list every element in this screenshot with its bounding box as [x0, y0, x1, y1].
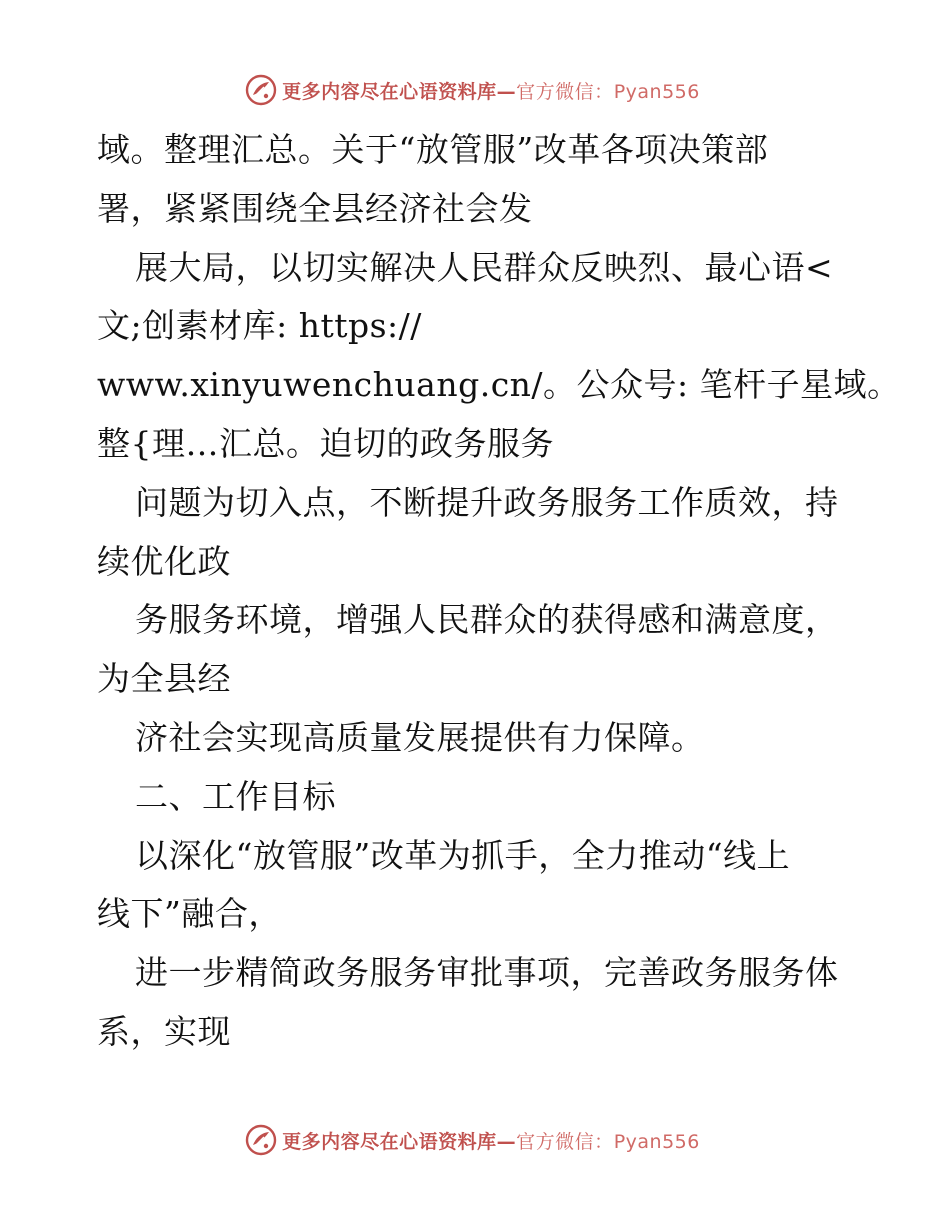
footer-banner-text	[282, 1127, 700, 1154]
footer-banner-inner	[244, 1123, 700, 1157]
document-body	[97, 121, 901, 1062]
body-line: 线下”融合，	[97, 894, 282, 934]
header-brand: 更多内容尽在心语资料库	[282, 80, 497, 103]
body-line: 济社会实现高质量发展提供有力保障。	[135, 717, 705, 757]
header-wechat-label: 官方微信：	[516, 80, 614, 103]
body-line: 整{理…汇总。迫切的政务服务	[97, 423, 554, 463]
footer-dash: —	[496, 1130, 517, 1153]
body-line: 务服务环境，增强人民群众的获得感和满意度，	[135, 600, 839, 640]
body-line: www.xinyuwenchuang.cn/。公众号: 笔杆子星域。	[97, 365, 901, 405]
body-line: 系，实现	[97, 1011, 231, 1051]
footer-wechat-id: Pyan556	[613, 1130, 700, 1153]
body-line: 展大局，以切实解决人民群众反映烈、最心语<	[135, 247, 834, 287]
footer-brand: 更多内容尽在心语资料库	[282, 1130, 497, 1153]
footer-banner	[0, 1120, 950, 1160]
body-line: 为全县经	[97, 659, 231, 699]
pen-logo-icon	[244, 73, 278, 107]
body-line: 文;创素材库: https://	[97, 306, 422, 346]
section-heading: 二、工作目标	[135, 776, 336, 816]
body-line: 域。整理汇总。关于“放管服”改革各项决策部	[97, 130, 769, 169]
header-banner-text	[282, 77, 700, 104]
body-line: 署，紧紧围绕全县经济社会发	[97, 188, 533, 228]
footer-wechat-label: 官方微信：	[516, 1130, 614, 1153]
body-line: 续优化政	[97, 541, 231, 581]
header-wechat-id: Pyan556	[613, 80, 700, 103]
body-line: 以深化“放管服”改革为抓手，全力推动“线上	[135, 835, 791, 875]
header-banner-inner	[244, 73, 700, 107]
body-line: 问题为切入点，不断提升政务服务工作质效，持	[135, 482, 839, 522]
pen-logo-icon	[244, 1123, 278, 1157]
body-line: 进一步精简政务服务审批事项，完善政务服务体	[135, 953, 839, 993]
header-banner	[0, 70, 950, 110]
header-dash: —	[496, 80, 517, 103]
